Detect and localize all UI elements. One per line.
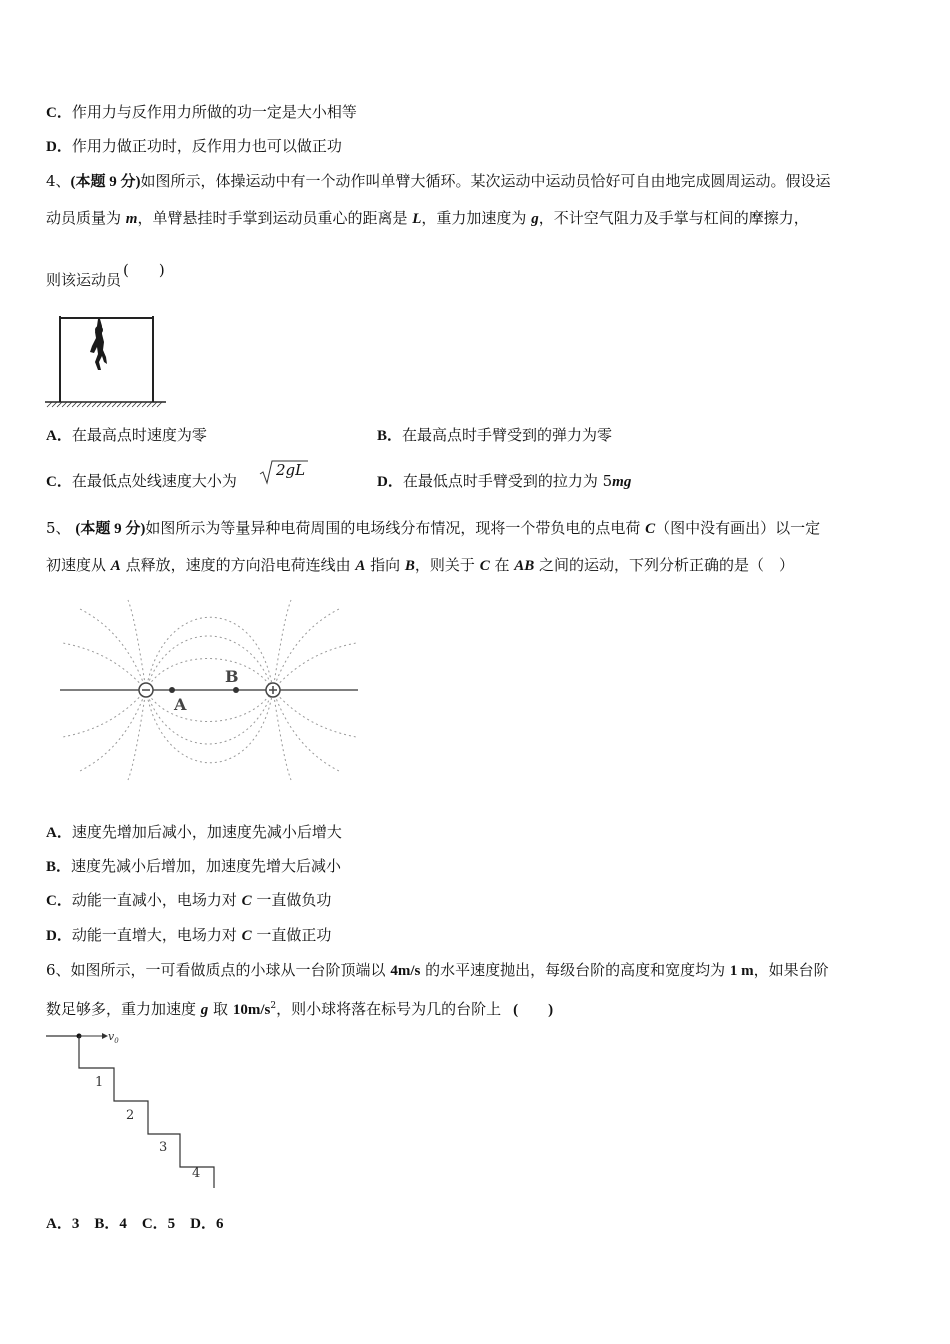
var-A: A bbox=[110, 558, 121, 574]
step-label-4: 4 bbox=[192, 1166, 201, 1181]
text: 数足够多，重力加速度 bbox=[46, 1000, 201, 1018]
g-value: 10m/s bbox=[232, 1002, 271, 1018]
q4-line-1 bbox=[46, 171, 831, 192]
q5-line-2 bbox=[46, 555, 794, 576]
q4-option-d bbox=[377, 471, 631, 492]
option-text: 作用力与反作用力所做的功一定是大小相等 bbox=[71, 103, 357, 121]
q4-option-b bbox=[377, 425, 612, 446]
text: ，如果台阶 bbox=[753, 961, 829, 979]
var-C: C bbox=[241, 928, 252, 944]
text: 如图所示，一可看做质点的小球从一台阶顶端以 bbox=[70, 961, 391, 979]
q5-option-b bbox=[46, 856, 341, 877]
option-text: 在最低点时手臂受到的拉力为 5 bbox=[402, 472, 613, 490]
option-text: 在最低点处线速度大小为 bbox=[71, 472, 237, 490]
q3-option-d bbox=[46, 136, 342, 157]
text: 动员质量为 bbox=[46, 209, 126, 227]
answer-blank: ( ) bbox=[513, 1002, 554, 1018]
var-A: A bbox=[355, 558, 366, 574]
text: 点释放，速度的方向沿电荷连线由 bbox=[120, 556, 356, 574]
step-label-3: 3 bbox=[159, 1140, 168, 1155]
text: ，不计空气阻力及手掌与杠间的摩擦力， bbox=[538, 209, 809, 227]
option-text: 速度先减小后增加，加速度先增大后减小 bbox=[71, 857, 342, 875]
option-label: A． bbox=[46, 428, 72, 444]
var-C: C bbox=[479, 558, 490, 574]
option-label: A． bbox=[46, 825, 72, 841]
option-label: B． bbox=[46, 859, 72, 875]
option-label: D． bbox=[46, 928, 72, 944]
var-C: C bbox=[241, 893, 252, 909]
text: ，重力加速度为 bbox=[421, 209, 532, 227]
option-text: 速度先增加后减小，加速度先减小后增大 bbox=[71, 823, 342, 841]
var-B: B bbox=[404, 558, 415, 574]
answer-blank: ( ) bbox=[123, 261, 165, 279]
v0-label bbox=[108, 1030, 119, 1045]
step-value: 1 m bbox=[729, 963, 754, 979]
text: 则该运动员 bbox=[46, 271, 122, 289]
electric-field-figure bbox=[58, 598, 360, 783]
text: ，单臂悬挂时手掌到运动员重心的距离是 bbox=[137, 209, 413, 227]
step-label-2: 2 bbox=[126, 1108, 135, 1123]
text: 初速度从 bbox=[46, 556, 111, 574]
q6-answers: A．3 B．4 C．5 D．6 bbox=[46, 1216, 224, 1232]
sqrt-formula: 2gL bbox=[276, 461, 306, 479]
text: 的水平速度抛出，每级台阶的高度和宽度均为 bbox=[420, 961, 730, 979]
var-m: m bbox=[125, 211, 138, 227]
option-text: 动能一直减小，电场力对 bbox=[71, 891, 242, 909]
q6-line-2 bbox=[46, 996, 553, 1020]
text: （图中没有画出）以一定 bbox=[655, 519, 821, 537]
text: ，则关于 bbox=[414, 556, 480, 574]
point-b-label: B bbox=[225, 667, 239, 686]
q5-option-c bbox=[46, 890, 331, 911]
option-text: 一直做正功 bbox=[251, 926, 332, 944]
text: ，则小球将落在标号为几的台阶上 bbox=[276, 1000, 502, 1018]
option-label: C． bbox=[46, 893, 72, 909]
var-g: g bbox=[200, 1002, 209, 1018]
text: 在 bbox=[489, 556, 515, 574]
option-label: B． bbox=[377, 428, 403, 444]
var-C: C bbox=[645, 521, 656, 537]
question-number: 4、 bbox=[46, 172, 71, 190]
option-label: C． bbox=[46, 105, 72, 121]
q4-option-a bbox=[46, 425, 207, 446]
question-header: (本题 9 分) bbox=[75, 521, 146, 537]
var-mg: mg bbox=[612, 474, 632, 490]
question-number: 6、 bbox=[46, 961, 71, 979]
text: 之间的运动，下列分析正确的是（ ） bbox=[534, 556, 795, 574]
q4-option-c bbox=[46, 471, 237, 492]
q5-line-1 bbox=[46, 518, 820, 539]
var-g: g bbox=[531, 211, 539, 227]
option-label: D． bbox=[377, 474, 403, 490]
q4-line-3 bbox=[46, 261, 165, 290]
text: 如图所示为等量异种电荷周围的电场线分布情况，现将一个带负电的点电荷 bbox=[145, 519, 646, 537]
q4-line-2 bbox=[46, 208, 809, 229]
q5-option-a bbox=[46, 822, 342, 843]
v0-subscript: 0 bbox=[114, 1037, 119, 1045]
option-text: 动能一直增大，电场力对 bbox=[71, 926, 242, 944]
question-header: (本题 9 分) bbox=[70, 174, 141, 190]
step-label-1: 1 bbox=[95, 1075, 104, 1090]
option-text: 在最高点时手臂受到的弹力为零 bbox=[402, 426, 613, 444]
gymnast-figure bbox=[40, 312, 170, 410]
text: 取 bbox=[208, 1000, 233, 1018]
option-text: 作用力做正功时，反作用力也可以做正功 bbox=[71, 137, 342, 155]
g-exponent: 2 bbox=[270, 1001, 277, 1011]
v0-symbol: v bbox=[108, 1030, 115, 1043]
text: 指向 bbox=[365, 556, 405, 574]
q6-line-1 bbox=[46, 960, 829, 981]
option-text: 在最高点时速度为零 bbox=[71, 426, 207, 444]
option-text: 一直做负功 bbox=[251, 891, 332, 909]
option-label: D． bbox=[46, 139, 72, 155]
question-number: 5、 bbox=[46, 519, 71, 537]
speed-value: 4m/s bbox=[390, 963, 421, 979]
staircase-figure bbox=[44, 1024, 224, 1194]
option-label: C． bbox=[46, 474, 72, 490]
var-AB: AB bbox=[514, 558, 535, 574]
q5-option-d bbox=[46, 925, 331, 946]
question-text: 如图所示，体操运动中有一个动作叫单臂大循环。某次运动中运动员恰好可自由地完成圆周运动。假设运 bbox=[140, 172, 831, 190]
q3-option-c bbox=[46, 102, 357, 123]
var-L: L bbox=[412, 211, 422, 227]
point-a-label: A bbox=[174, 695, 187, 714]
